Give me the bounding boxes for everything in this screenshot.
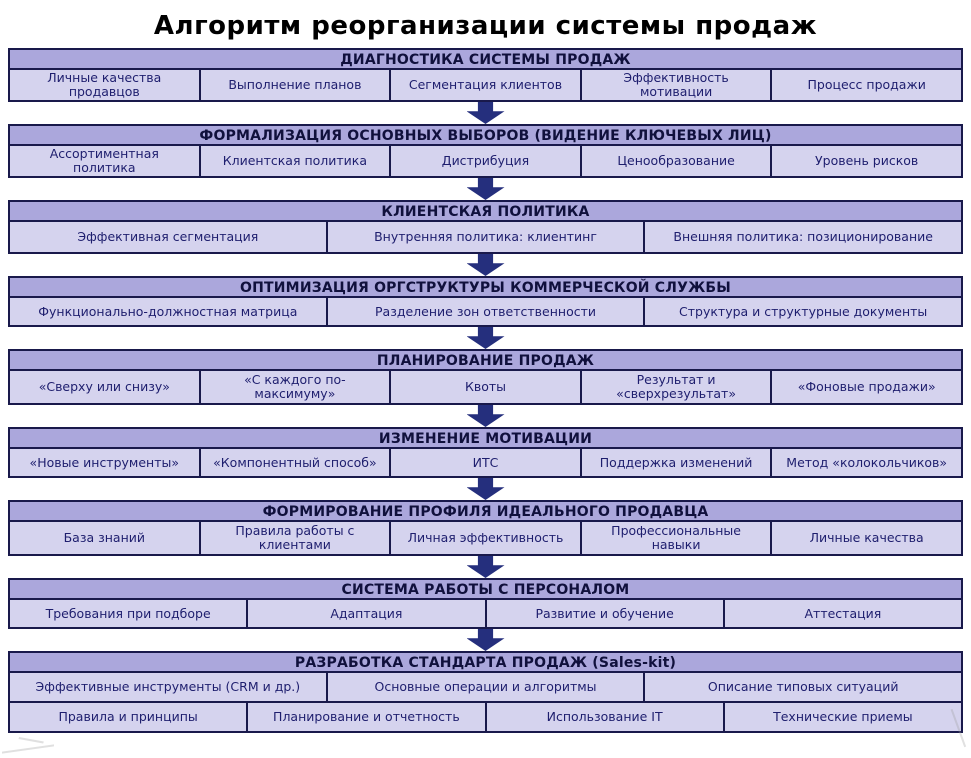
cell: Выполнение планов: [199, 70, 390, 100]
down-arrow-icon: [467, 629, 505, 651]
section-title: ФОРМИРОВАНИЕ ПРОФИЛЯ ИДЕАЛЬНОГО ПРОДАВЦА: [10, 502, 961, 522]
connector: [8, 178, 963, 200]
cell: Структура и структурные документы: [643, 298, 961, 325]
page-title: Алгоритм реорганизации системы продаж: [153, 11, 818, 41]
cell: Использование IT: [485, 703, 723, 731]
section-client-policy: [8, 200, 963, 254]
cell: Планирование и отчетность: [246, 703, 484, 731]
cell: Требования при подборе: [10, 600, 246, 627]
cell: Внешняя политика: позиционирование: [643, 222, 961, 252]
section-row: [10, 600, 961, 627]
cell: Клиентская политика: [199, 146, 390, 176]
section-title: ДИАГНОСТИКА СИСТЕМЫ ПРОДАЖ: [10, 50, 961, 70]
down-arrow-icon: [467, 405, 505, 427]
cell: ИТС: [389, 449, 580, 476]
cell: «Сверху или снизу»: [10, 371, 199, 403]
cell: Эффективность мотивации: [580, 70, 771, 100]
section-sales-kit: [8, 651, 963, 733]
section-title: ИЗМЕНЕНИЕ МОТИВАЦИИ: [10, 429, 961, 449]
section-title: ФОРМАЛИЗАЦИЯ ОСНОВНЫХ ВЫБОРОВ (ВИДЕНИЕ КЛЮЧЕВЫХ ЛИЦ): [10, 126, 961, 146]
cell: База знаний: [10, 522, 199, 554]
cell: Описание типовых ситуаций: [643, 673, 961, 701]
cell: «С каждого по-максимуму»: [199, 371, 390, 403]
cell: Личная эффективность: [389, 522, 580, 554]
cell: Развитие и обучение: [485, 600, 723, 627]
section-row: [10, 701, 961, 731]
cell: Ценообразование: [580, 146, 771, 176]
section-row: [10, 298, 961, 325]
section-title: РАЗРАБОТКА СТАНДАРТА ПРОДАЖ (Sales-kit): [10, 653, 961, 673]
cell: Квоты: [389, 371, 580, 403]
section-row: [10, 673, 961, 701]
section-diagnostics: [8, 48, 963, 102]
section-sales-planning: [8, 349, 963, 405]
cell: «Компонентный способ»: [199, 449, 390, 476]
watermark-mark: [2, 730, 54, 753]
cell: Личные качества продавцов: [10, 70, 199, 100]
down-arrow-icon: [467, 102, 505, 124]
cell: Дистрибуция: [389, 146, 580, 176]
cell: Основные операции и алгоритмы: [326, 673, 644, 701]
section-title: ОПТИМИЗАЦИЯ ОРГСТРУКТУРЫ КОММЕРЧЕСКОЙ СЛУЖБЫ: [10, 278, 961, 298]
connector: [8, 629, 963, 651]
cell: Правила и принципы: [10, 703, 246, 731]
section-orgstructure: [8, 276, 963, 327]
section-motivation-change: [8, 427, 963, 478]
connector: [8, 327, 963, 349]
connector: [8, 254, 963, 276]
section-title: КЛИЕНТСКАЯ ПОЛИТИКА: [10, 202, 961, 222]
cell: Личные качества: [770, 522, 961, 554]
connector: [8, 478, 963, 500]
cell: Процесс продажи: [770, 70, 961, 100]
down-arrow-icon: [467, 254, 505, 276]
section-formalization: [8, 124, 963, 178]
section-ideal-seller-profile: [8, 500, 963, 556]
cell: Разделение зон ответственности: [326, 298, 644, 325]
cell: Технические приемы: [723, 703, 961, 731]
cell: Правила работы с клиентами: [199, 522, 390, 554]
down-arrow-icon: [467, 478, 505, 500]
cell: Ассортиментная политика: [10, 146, 199, 176]
section-row: [10, 146, 961, 176]
cell: Поддержка изменений: [580, 449, 771, 476]
section-row: [10, 449, 961, 476]
cell: Адаптация: [246, 600, 484, 627]
cell: Профессиональные навыки: [580, 522, 771, 554]
down-arrow-icon: [467, 556, 505, 578]
cell: Функционально-должностная матрица: [10, 298, 326, 325]
section-hr-system: [8, 578, 963, 629]
down-arrow-icon: [467, 178, 505, 200]
cell: «Новые инструменты»: [10, 449, 199, 476]
flowchart: [8, 48, 963, 733]
cell: Эффективная сегментация: [10, 222, 326, 252]
section-row: [10, 371, 961, 403]
section-title: СИСТЕМА РАБОТЫ С ПЕРСОНАЛОМ: [10, 580, 961, 600]
cell: «Фоновые продажи»: [770, 371, 961, 403]
cell: Сегментация клиентов: [389, 70, 580, 100]
connector: [8, 556, 963, 578]
down-arrow-icon: [467, 327, 505, 349]
cell: Результат и «сверхрезультат»: [580, 371, 771, 403]
cell: Уровень рисков: [770, 146, 961, 176]
connector: [8, 102, 963, 124]
connector: [8, 405, 963, 427]
section-row: [10, 522, 961, 554]
section-row: [10, 222, 961, 252]
section-title: ПЛАНИРОВАНИЕ ПРОДАЖ: [10, 351, 961, 371]
cell: Метод «колокольчиков»: [770, 449, 961, 476]
section-row: [10, 70, 961, 100]
cell: Эффективные инструменты (CRM и др.): [10, 673, 326, 701]
cell: Внутренняя политика: клиентинг: [326, 222, 644, 252]
cell: Аттестация: [723, 600, 961, 627]
